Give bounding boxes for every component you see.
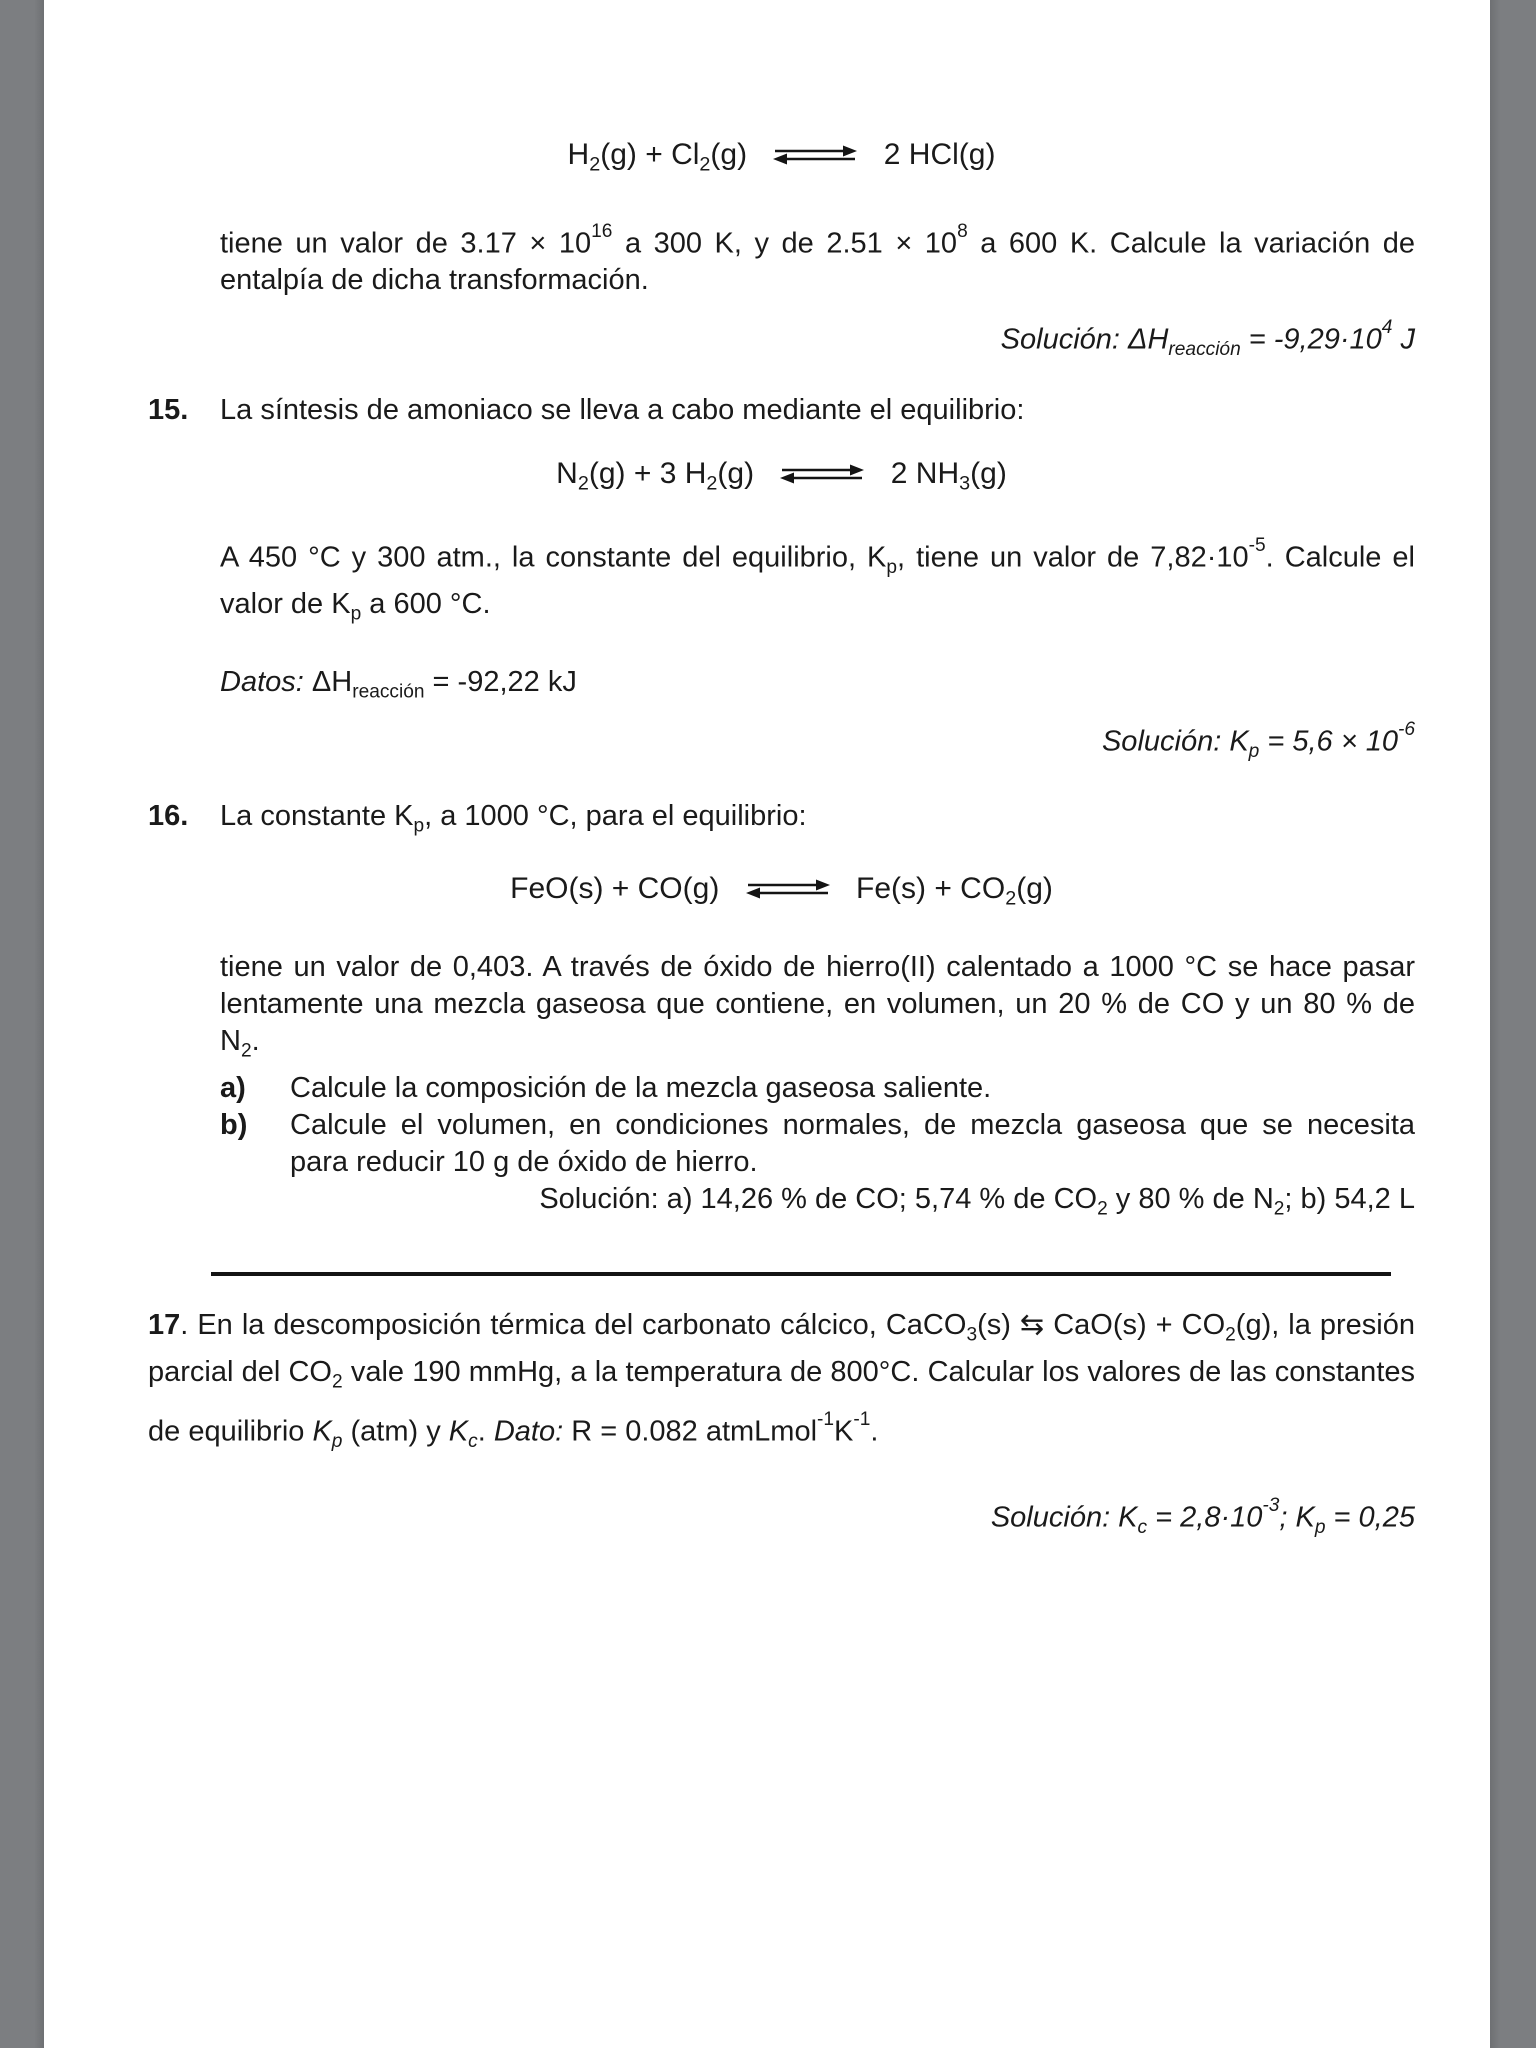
problem-15-number: 15. [148, 394, 189, 427]
item-a-marker: a) [220, 1071, 246, 1104]
equilibrium-arrows-icon [746, 870, 830, 907]
problem-16-heading [148, 798, 1415, 845]
problem-16-paragraph: tiene un valor de 0,403. A través de óxido de hierro(II) calentado a 1000 °C se hace pasar lentamente una mezcla gaseosa que contiene, en volumen, un 20 % de CO y un 80 % de $N_2$. [220, 951, 1415, 1062]
problem-15-heading [148, 392, 1415, 429]
item-b-marker: b) [220, 1108, 248, 1141]
left-gray-margin [0, 0, 44, 2048]
problem-17-paragraph: 17. En la descomposición térmica del carbonato cálcico, CaCO$_3$(s) ⇆ $CaO(s) + CO_2(g)$, la presión parcial del $CO_2$ vale 190 mmHg, a la temperatura de 800°C. Calcular los valores de las constantes de equilibrio $K_p$ (atm) y $K_c$. Dato: R = 0.082 $atmLmol^{-1}K^{-1}$. [148, 1307, 1415, 1452]
equilibrium-arrows-icon [780, 455, 864, 492]
page-content [44, 0, 1490, 2048]
problem-16-solution: Solución: a) 14,26 % de CO; 5,74 % de $CO_2$ y 80 % de $N_2$; b) 54,2 L [539, 1182, 1415, 1220]
problem-15-paragraph: A 450 °C y 300 atm., la constante del equilibrio, $K_p$, tiene un valor de $7,82\cdot 10^{-5}$. Calcule el valor de $K_p$ a 600 °C. [220, 535, 1415, 625]
problem-15-solution: Solución: $K_p = 5,6 \times 10^{-6}$ [1101, 718, 1415, 762]
item-b-text: Calcule el volumen, en condiciones normales, de mezcla gaseosa que se necesita para reducir 10 g de óxido de hierro. [290, 1108, 1415, 1178]
equation-15-products: 2 $NH_3(g)$ [890, 457, 1007, 496]
problem-16-item-b [220, 1107, 1415, 1181]
equation-16 [148, 870, 1415, 918]
equation-15 [148, 455, 1415, 503]
equation-14-reactants: $H_2(g) + Cl_2(g)$ [567, 138, 748, 176]
right-gray-margin [1490, 0, 1536, 2048]
section-divider [211, 1272, 1391, 1276]
equation-16-products: $Fe(s) + CO_2(g)$ [856, 872, 1053, 911]
equilibrium-arrows-icon [773, 136, 857, 173]
problem-14-solution: Solución: $\Delta H_{reacción} = -9,29\cdot 10^4$ J [1000, 317, 1415, 361]
problem-15-intro: La síntesis de amoniaco se lleva a cabo mediante el equilibrio: [220, 394, 1025, 427]
problem-16-item-a [220, 1070, 1415, 1107]
problem-17-solution: Solución: $K_c = 2,8\cdot 10^{-3}$; $K_p = 0,25$ [990, 1494, 1415, 1539]
equation-16-reactants: FeO(s) + CO(g) [510, 872, 720, 906]
problem-14-paragraph: tiene un valor de $3.17 \times 10^{16}$ a 300 K, y de $2.51 \times 10^8$ a 600 K. Calcule la variación de entalpía de dicha transformación. [220, 220, 1416, 297]
equation-14 [148, 136, 1415, 184]
item-a-text: Calcule la composición de la mezcla gaseosa saliente. [290, 1071, 992, 1104]
equation-14-products: 2 HCl(g) [883, 138, 996, 171]
problem-16-intro: La constante $K_p$, a 1000 °C, para el equilibrio: [220, 799, 807, 837]
problem-15-datos: Datos: $\Delta H_{reacción} = -92,22$ kJ [220, 665, 577, 703]
problem-16-number: 16. [148, 799, 189, 832]
equation-15-reactants: $N_2(g) + 3$ $H_2(g)$ [556, 457, 755, 496]
